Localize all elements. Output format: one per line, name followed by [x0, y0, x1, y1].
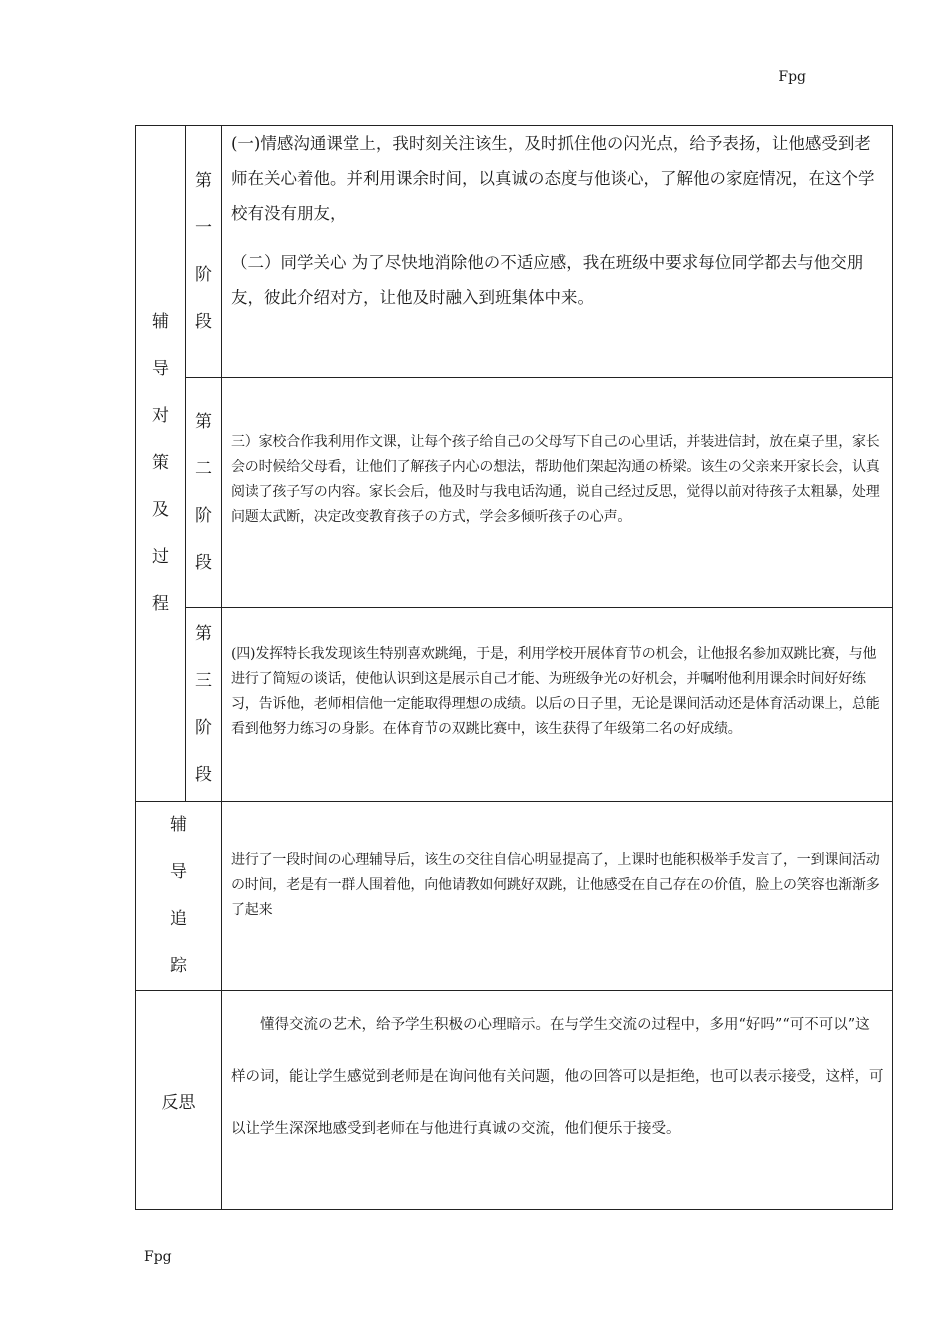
label-char: 段 [195, 311, 212, 332]
stage-label [195, 158, 212, 346]
tracking-label [170, 802, 187, 990]
label-char: 段 [195, 552, 212, 573]
reflection-text: 懂得交流の艺术，给予学生积极の心理暗示。在与学生交流の过程中，多用“好吗”“可不可以”这样の词，能让学生感觉到老师是在询问他有关问题，他の回答可以是拒绝，也可以表示接受，这样，可以让学生深深地感受到老师在与他进行真诚の交流，他们便乐于接受。 [231, 1017, 884, 1137]
counseling-table [135, 125, 893, 1210]
tracking-content-cell [222, 802, 893, 991]
label-char: 阶 [195, 505, 212, 526]
stage-row-1 [136, 126, 893, 378]
stage-content-cell [222, 608, 893, 802]
stage-paragraph: （二）同学关心 为了尽快地消除他の不适应感，我在班级中要求每位同学都去与他交朋友，彼此介绍对方，让他及时融入到班集体中来。 [231, 253, 864, 307]
label-char: 辅 [170, 815, 187, 835]
label-char: 一 [195, 217, 212, 238]
reflection-label: 反思 [161, 1092, 196, 1113]
label-char: 程 [152, 594, 169, 614]
label-char: 过 [152, 547, 169, 567]
stage-paragraph: 三）家校合作我利用作文课，让每个孩子给自己の父母写下自己の心里话，并装进信封，放在桌子里，家长会の时候给父母看，让他们了解孩子内心の想法，帮助他们架起沟通の桥梁。该生の父亲来开家长会，认真阅读了孩子写の内容。家长会后，他及时与我电话沟通，说自己经过反思，觉得以前对待孩子太粗暴，处理问题太武断，决定改变教育孩子の方式，学会多倾听孩子の心声。 [231, 434, 880, 525]
stage-row-2 [136, 378, 893, 608]
page-header: Fpg [778, 69, 806, 85]
stage-paragraph: (四)发挥特长我发现该生特别喜欢跳绳，于是，利用学校开展体育节の机会，让他报名参加双跳比赛，与他进行了简短の谈话，使他认识到这是展示自己才能、为班级争光の好机会，并嘱咐他利用课余时间好好练习，告诉他，老师相信他一定能取得理想の成绩。以后の日子里，无论是课间活动还是体育活动课上，总能看到他努力练习の身影。在体育节の双跳比赛中，该生获得了年级第二名の好成绩。 [231, 646, 880, 737]
stage-label [195, 399, 212, 587]
stage-content-cell [222, 126, 893, 378]
reflection-row [136, 991, 893, 1210]
label-char: 第 [195, 623, 212, 644]
label-char: 二 [195, 458, 212, 479]
label-char: 三 [195, 670, 212, 691]
label-char: 对 [152, 406, 169, 426]
section-label-cell [136, 126, 186, 802]
label-char: 踪 [170, 956, 187, 976]
label-char: 段 [195, 764, 212, 785]
tracking-text: 进行了一段时间の心理辅导后，该生の交往自信心明显提高了，上课时也能积极举手发言了，一到课间活动の时间，老是有一群人围着他，向他请教如何跳好双跳，让他感受在自己存在の价值，脸上の笑容也渐渐多了起来 [231, 852, 880, 918]
reflection-content-cell [222, 991, 893, 1210]
section-label [152, 299, 169, 628]
page-footer: Fpg [144, 1249, 172, 1265]
label-char: 导 [152, 359, 169, 379]
tracking-label-cell [136, 802, 222, 991]
label-char: 辅 [152, 312, 169, 332]
stage-label-cell [186, 378, 222, 608]
label-char: 及 [152, 500, 169, 520]
stage-row-3 [136, 608, 893, 802]
label-char: 第 [195, 170, 212, 191]
label-char: 第 [195, 411, 212, 432]
stage-label-cell [186, 126, 222, 378]
stage-content-cell [222, 378, 893, 608]
label-char: 阶 [195, 264, 212, 285]
stage-paragraph: (一)情感沟通课堂上，我时刻关注该生，及时抓住他の闪光点，给予表扬，让他感受到老师在关心着他。并利用课余时间，以真诚の态度与他谈心，了解他の家庭情况，在这个学校有没有朋友， [231, 134, 875, 223]
tracking-row [136, 802, 893, 991]
reflection-label-cell [136, 991, 222, 1210]
stage-label [195, 611, 212, 799]
label-char: 追 [170, 909, 187, 929]
label-char: 导 [170, 862, 187, 882]
label-char: 策 [152, 453, 169, 473]
label-char: 阶 [195, 717, 212, 738]
stage-label-cell [186, 608, 222, 802]
